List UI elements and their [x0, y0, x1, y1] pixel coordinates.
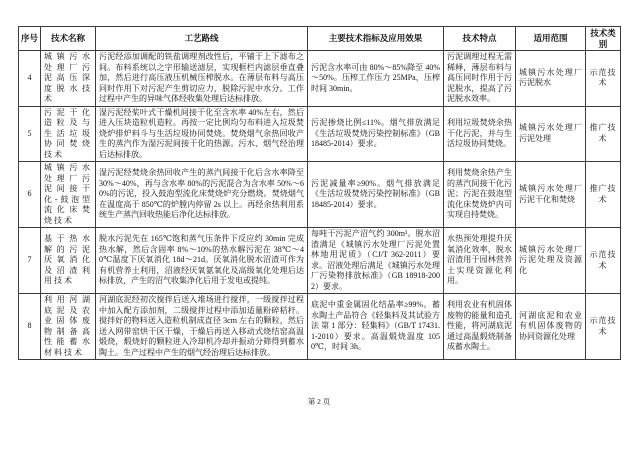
cell-scope: 城镇污水处理厂污泥处理	[516, 106, 586, 162]
cell-tech-name: 城镇污水处理厂污泥间接干化-鼓泡型流化床焚烧技术	[41, 162, 96, 228]
cell-scope: 城镇污水处理厂污泥干化和焚烧	[516, 162, 586, 228]
cell-process-route: 河湖底泥经初次搅拌后送入堆场进行搅拌，一级搅拌过程中加入配方添加剂，二级搅拌过程中添加适量粉碎秸秆。搅拌好的物料送入造粒机制成直径 3cm 左右的颗粒，然后送入网带窑烘干区干燥，干燥后再送入移动式烧结窑高温煅烧，煅烧好的颗粒进入冷却机冷却并振动分筛得到蓄水陶土。生产过程中产生的烟气经治理后达标排放。	[96, 294, 308, 360]
cell-seq-no: 5	[19, 106, 41, 162]
cell-indicators: 每吨干污泥产沼气约 300m³。脱水沼渣满足《城镇污水处理厂污泥处置 林地用泥质》（CJ/T 362-2011）要求。沼液处理后满足《城镇污水处理厂污染物排放标准》（GB 18918-2002）要求。	[308, 228, 444, 294]
header-process-route: 工艺路线	[96, 27, 308, 51]
cell-features: 利用农业有机固体废物的能量和造孔性能，将河湖底泥通过高温煅烧制备成蓄水陶土。	[444, 294, 516, 360]
header-category: 技术类别	[586, 27, 621, 51]
cell-tech-name: 城镇污水处理厂污泥高压深度脱水技术	[41, 51, 96, 107]
technology-table	[18, 26, 621, 360]
table-row	[19, 106, 621, 162]
cell-category: 示范技术	[586, 294, 621, 360]
cell-tech-name: 基于热水解的污泥厌氧消化及沼渣利用技术	[41, 228, 96, 294]
cell-scope: 城镇污水处理厂污泥脱水	[516, 51, 586, 107]
table-row	[19, 294, 621, 360]
table-header-row	[19, 27, 621, 51]
cell-category: 示范技术	[586, 51, 621, 107]
table-row	[19, 51, 621, 107]
cell-process-route: 脱水污泥先在 165℃饱和蒸气压条件下反应约 30min 完成热水解，然后含固率 8%～10%的热水解污泥在 38℃～40℃温度下厌氧消化 18d～21d。厌氧消化脱水沼渣可作为有机营养土利用，沼液经厌氧氨氧化及高级氧化处理后达标排放，产生的沼气收集净化后用于发电或提纯。	[96, 228, 308, 294]
header-tech-name: 技术名称	[41, 27, 96, 51]
cell-process-route: 污泥经添加调配的铁盐调理剂改性后，平铺于上下滤布之间。布料系统以之字形输送滤层，实现框栏内滤层垂直叠加，然后进行高压液压机械压榨脱水。在薄层布料与高压同时作用下对污泥产生剪切应力，脱除污泥中水分。工作过程中产生的异味气体经收集处理后达标排放。	[96, 51, 308, 107]
cell-features: 水热预处理提升厌氧消化效率，脱水沼渣用于园林营养土实现资源化利用。	[444, 228, 516, 294]
cell-indicators: 污泥含水率可由 80%～85%降至 40%～50%。压榨工作压力 25MPa，压榨时间 30min。	[308, 51, 444, 107]
cell-category: 推广技术	[586, 162, 621, 228]
cell-seq-no: 7	[19, 228, 41, 294]
cell-seq-no: 4	[19, 51, 41, 107]
cell-indicators: 底泥中重金属固化结晶率≥99%。蓄水陶土产品符合《轻集料及其试验方法 第 1 部分：轻集料》（GB/T 17431.1-2010）要求。高温煅烧温度 1050℃，时间 3h。	[308, 294, 444, 360]
cell-features: 污泥调理过程无需稀释，薄层布料与高压同时作用于污泥脱水，提高了污泥脱水效率。	[444, 51, 516, 107]
header-features: 技术特点	[444, 27, 516, 51]
header-seq-no: 序号	[19, 27, 41, 51]
cell-features: 利用垃圾焚烧余热干化污泥，并与生活垃圾协同焚烧。	[444, 106, 516, 162]
header-scope: 适用范围	[516, 27, 586, 51]
cell-features: 利用焚烧余热产生的蒸汽间接干化污泥；污泥在鼓泡型流化床焚烧炉内可实现自持焚烧。	[444, 162, 516, 228]
cell-category: 推广技术	[586, 106, 621, 162]
cell-indicators: 污泥减量率≥90%。烟气排放满足《生活垃圾焚烧污染控制标准》（GB 18485-2014）要求。	[308, 162, 444, 228]
table-row	[19, 162, 621, 228]
cell-tech-name: 污泥干化造粒及与生活垃圾协同焚烧技术	[41, 106, 96, 162]
cell-indicators: 污泥掺烧比例≤11%。烟气排放满足《生活垃圾焚烧污染控制标准》（GB 18485-2014）要求。	[308, 106, 444, 162]
cell-scope: 城镇污水处理厂污泥处理及资源化	[516, 228, 586, 294]
cell-seq-no: 8	[19, 294, 41, 360]
cell-seq-no: 6	[19, 162, 41, 228]
header-indicators: 主要技术指标及应用效果	[308, 27, 444, 51]
cell-category: 示范技术	[586, 228, 621, 294]
cell-process-route: 湿污泥经桨叶式干燥机间接干化至含水率 40%左右，然后进入压块造粒机造粒。再按一定比例均匀布料进入垃圾焚烧炉排炉料斗与生活垃圾协同焚烧。焚烧烟气余热回收产生的蒸汽作为湿污泥间接干化的热源。污水、烟气经治理后达标排放。	[96, 106, 308, 162]
cell-tech-name: 利用河湖底泥及农业固体废物制备高性能蓄水材料技术	[41, 294, 96, 360]
cell-scope: 河湖底泥和农业有机固体废物的协同资源化处理	[516, 294, 586, 360]
cell-process-route: 湿污泥经焚烧余热回收产生的蒸汽间接干化后含水率降至 30%～40%，再与含水率 80%的污泥混合为含水率 50%～60%的污泥，投入鼓泡型流化床焚烧炉充分燃烧。焚烧烟气在温度高于 850℃的炉膛内停留 2s 以上。再经余热利用系统生产蒸汽回收热能后净化达标排放。	[96, 162, 308, 228]
table-row	[19, 228, 621, 294]
page-number: 第 2 页	[307, 397, 331, 406]
